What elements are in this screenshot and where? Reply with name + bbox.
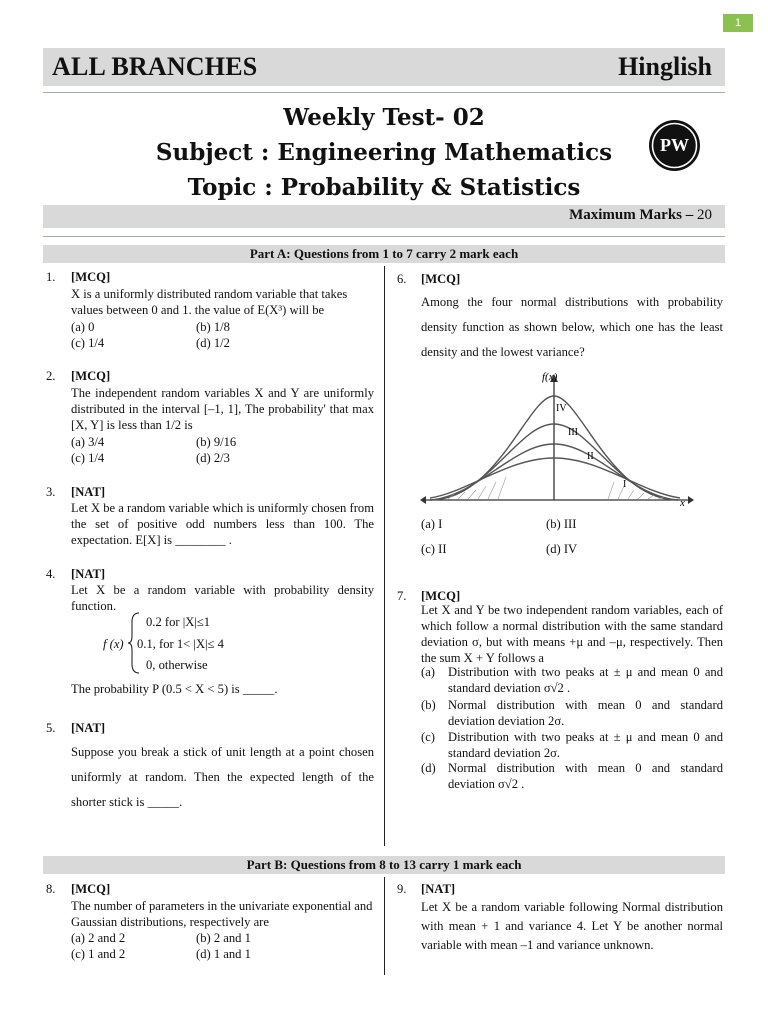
max-marks: [569, 207, 712, 224]
page-number: 1: [723, 14, 753, 32]
q9-type: [NAT]: [421, 882, 456, 896]
q2-option-c: (c) 1/4: [71, 451, 105, 465]
q4-case-1: 0.2 for |X|≤1: [146, 615, 211, 629]
normal-curves-graph: [418, 366, 694, 510]
q3-number: 3.: [46, 485, 56, 499]
column-divider: [384, 266, 385, 846]
y-axis-label: f(x): [542, 371, 558, 383]
q1-number: 1.: [46, 270, 56, 284]
q2-type: [MCQ]: [71, 369, 111, 383]
q1-option-a: (a) 0: [71, 320, 95, 334]
max-marks-value: 20: [697, 207, 712, 223]
q4-fx: f (x): [103, 637, 124, 651]
q8-option-c: (c) 1 and 2: [71, 947, 126, 961]
q1-option-d: (d) 1/2: [196, 336, 230, 350]
q7-option-d-label: (d): [421, 761, 436, 775]
q8-text: The number of parameters in the univariate exponential and Gaussian distributions, respectively are: [71, 899, 373, 929]
q8-option-d: (d) 1 and 1: [196, 947, 251, 961]
part-b-banner: Part B: Questions from 8 to 13 carry 1 mark each: [43, 856, 725, 874]
q2-text: The independent random variables X and Y are uniformly distributed in the interval [–1, 1], The probability' that max [X, Y] is less than 1/2 is: [71, 386, 374, 432]
q2-option-d: (d) 2/3: [196, 451, 230, 465]
curve-label-iv: IV: [556, 403, 567, 414]
q7-option-a: Distribution with two peaks at ± μ and mean 0 and standard deviation σ√2 .: [448, 665, 723, 695]
q6-type: [MCQ]: [421, 272, 461, 286]
q7-option-a-label: (a): [421, 665, 435, 679]
q7-number: 7.: [397, 589, 407, 603]
q4-probability: The probability P (0.5 < X < 5) is _____.: [71, 682, 278, 696]
curve-label-i: I: [623, 479, 627, 490]
q5-number: 5.: [46, 721, 56, 735]
q2-option-b: (b) 9/16: [196, 435, 237, 449]
q6-option-c: (c) II: [421, 542, 447, 556]
pw-logo-icon: [649, 120, 700, 171]
q8-option-a: (a) 2 and 2: [71, 931, 126, 945]
q9-text: Let X be a random variable following Normal distribution with mean + 1 and variance 4. Let Y be another normal variable with mean –1 and variance unknown.: [421, 900, 723, 952]
q5-type: [NAT]: [71, 721, 106, 735]
q4-text: Let X be a random variable with probability density function.: [71, 583, 374, 613]
q2-option-a: (a) 3/4: [71, 435, 105, 449]
q4-type: [NAT]: [71, 567, 106, 581]
curve-i: [430, 458, 680, 498]
q6-text: Among the four normal distributions with probability density function as shown below, which one has the least density and the lowest variance?: [421, 295, 723, 359]
brand-title: ALL BRANCHES: [52, 52, 258, 81]
q1-text: X is a uniformly distributed random variable that takes values between 0 and 1. the value of E(X³) will be: [71, 287, 348, 317]
test-title: Weekly Test- 02: [283, 104, 485, 131]
q6-option-a: (a) I: [421, 517, 443, 531]
x-axis-left-arrow-icon: [420, 496, 426, 504]
q8-option-b: (b) 2 and 1: [196, 931, 251, 945]
q8-number: 8.: [46, 882, 56, 896]
max-marks-label: Maximum Marks –: [569, 207, 694, 223]
curve-label-iii: III: [568, 427, 578, 438]
q4-case-2: 0.1, for 1< |X|≤ 4: [137, 637, 224, 651]
q3-type: [NAT]: [71, 485, 106, 499]
q5-text: Suppose you break a stick of unit length at a point chosen uniformly at random. Then the expected length of the shorter stick is _____.: [71, 745, 374, 809]
column-divider-b: [384, 877, 385, 975]
topic-title: Topic : Probability & Statistics: [187, 174, 581, 201]
q7-option-b: Normal distribution with mean 0 and standard deviation deviation 2σ.: [448, 698, 723, 728]
marks-rule: [43, 236, 725, 237]
q7-type: [MCQ]: [421, 589, 461, 603]
q4-case-3: 0, otherwise: [146, 658, 208, 672]
q6-option-d: (d) IV: [546, 542, 578, 556]
q1-option-c: (c) 1/4: [71, 336, 105, 350]
q9-number: 9.: [397, 882, 407, 896]
q7-option-c: Distribution with two peaks at ± μ and mean 0 and standard deviation 2σ.: [448, 730, 723, 760]
x-axis-arrow-icon: [688, 496, 694, 504]
q6-number: 6.: [397, 272, 407, 286]
curve-label-ii: II: [587, 451, 594, 462]
q8-type: [MCQ]: [71, 882, 111, 896]
q1-option-b: (b) 1/8: [196, 320, 230, 334]
part-a-banner: Part A: Questions from 1 to 7 carry 2 mark each: [43, 245, 725, 263]
q7-option-b-label: (b): [421, 698, 436, 712]
language-label: Hinglish: [618, 52, 712, 81]
q2-number: 2.: [46, 369, 56, 383]
subject-title: Subject : Engineering Mathematics: [155, 139, 613, 166]
q7-option-d: Normal distribution with mean 0 and standard deviation σ√2 .: [448, 761, 723, 791]
q7-text: Let X and Y be two independent random variables, each of which follow a normal distribution with the same standard deviation σ, but with means +μ and –μ, respectively. Then the sum X + Y follows a: [421, 603, 723, 665]
q4-number: 4.: [46, 567, 56, 581]
x-axis-label: x: [680, 497, 685, 509]
q1-type: [MCQ]: [71, 270, 111, 284]
q3-text: Let X be a random variable which is uniformly chosen from the set of positive odd numbers less than 100. The expectation. E[X] is ________ .: [71, 501, 374, 547]
logo-text: PW: [660, 135, 689, 155]
q7-option-c-label: (c): [421, 730, 435, 744]
header-rule: [43, 92, 725, 93]
q6-option-b: (b) III: [546, 517, 577, 531]
